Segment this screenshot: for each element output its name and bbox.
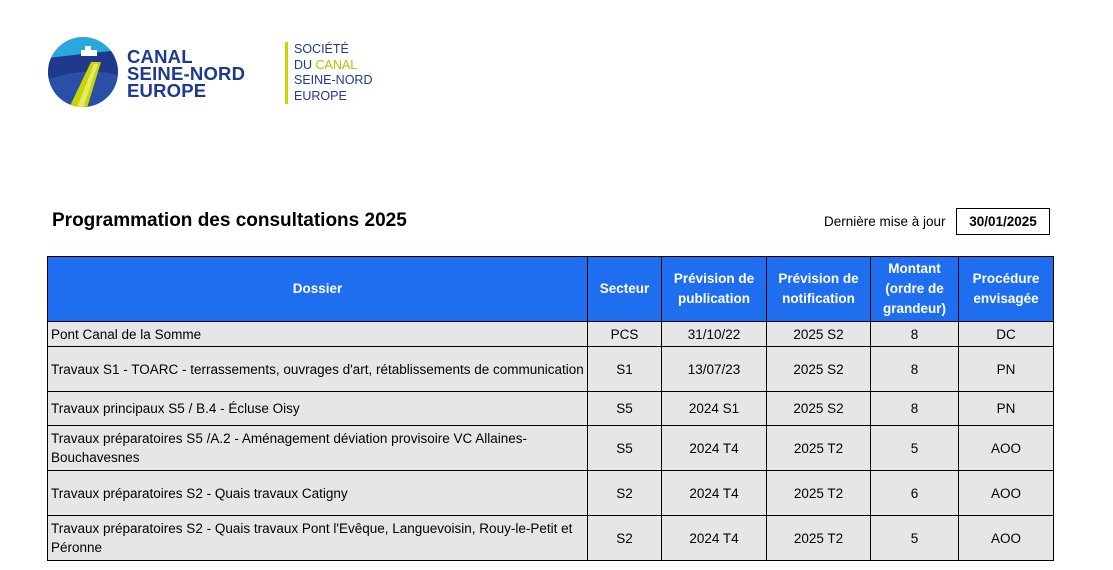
table-row [48, 322, 1054, 347]
consultations-table [47, 256, 1054, 561]
cell-secteur: S5 [588, 392, 662, 426]
cell-dossier: Travaux S1 - TOARC - terrassements, ouvrages d'art, rétablissements de communication [48, 347, 588, 392]
logo-subtitle [294, 42, 372, 104]
table-row [48, 516, 1054, 561]
cell-notification: 2025 S2 [767, 392, 871, 426]
logo-separator [285, 42, 288, 104]
logo-sub-line: EUROPE [294, 88, 347, 103]
cell-publication: 2024 T4 [662, 471, 767, 516]
cell-dossier: Travaux préparatoires S2 - Quais travaux Catigny [48, 471, 588, 516]
cell-notification: 2025 S2 [767, 322, 871, 347]
column-header-prevision-publication: Prévision de publication [662, 257, 767, 322]
cell-dossier: Travaux principaux S5 / B.4 - Écluse Oisy [48, 392, 588, 426]
cell-procedure: PN [959, 347, 1054, 392]
column-header-secteur: Secteur [588, 257, 662, 322]
cell-notification: 2025 T2 [767, 426, 871, 471]
cell-montant: 5 [871, 426, 959, 471]
cell-dossier: Travaux préparatoires S5 /A.2 - Aménagement déviation provisoire VC Allaines-Bouchavesnes [48, 426, 588, 471]
cell-procedure: AOO [959, 471, 1054, 516]
logo-wordmark [127, 48, 245, 99]
cell-publication: 2024 T4 [662, 426, 767, 471]
cell-notification: 2025 T2 [767, 516, 871, 561]
column-header-montant: Montant (ordre de grandeur) [871, 257, 959, 322]
cell-dossier: Pont Canal de la Somme [48, 322, 588, 347]
logo-sub-line: DU CANAL [294, 57, 358, 72]
table-row [48, 426, 1054, 471]
last-update-date: 30/01/2025 [956, 208, 1050, 235]
logo-line-seine-nord: SEINE-NORD [127, 63, 246, 84]
column-header-procedure: Procédure envisagée [959, 257, 1054, 322]
cell-publication: 13/07/23 [662, 347, 767, 392]
logo-sub-line: SEINE-NORD [294, 73, 373, 87]
cell-secteur: S5 [588, 426, 662, 471]
canal-logo-icon [47, 36, 119, 108]
cell-montant: 8 [871, 322, 959, 347]
cell-publication: 2024 S1 [662, 392, 767, 426]
cell-montant: 5 [871, 516, 959, 561]
cell-secteur: S2 [588, 516, 662, 561]
cell-secteur: S1 [588, 347, 662, 392]
logo-line-canal: CANAL [127, 46, 193, 67]
logo-sub-line: SOCIÉTÉ [294, 42, 349, 56]
logo-line-europe: EUROPE [127, 80, 207, 101]
cell-notification: 2025 S2 [767, 347, 871, 392]
cell-procedure: AOO [959, 426, 1054, 471]
table-row [48, 471, 1054, 516]
cell-procedure: AOO [959, 516, 1054, 561]
cell-publication: 31/10/22 [662, 322, 767, 347]
column-header-dossier: Dossier [48, 257, 588, 322]
table-row [48, 392, 1054, 426]
table-row [48, 347, 1054, 392]
cell-publication: 2024 T4 [662, 516, 767, 561]
cell-dossier: Travaux préparatoires S2 - Quais travaux Pont l'Evêque, Languevoisin, Rouy-le-Petit et Péronne [48, 516, 588, 561]
cell-procedure: PN [959, 392, 1054, 426]
cell-notification: 2025 T2 [767, 471, 871, 516]
column-header-prevision-notification: Prévision de notification [767, 257, 871, 322]
last-update-label: Dernière mise à jour [824, 214, 946, 229]
cell-montant: 8 [871, 392, 959, 426]
cell-secteur: S2 [588, 471, 662, 516]
cell-montant: 8 [871, 347, 959, 392]
cell-procedure: DC [959, 322, 1054, 347]
cell-secteur: PCS [588, 322, 662, 347]
cell-montant: 6 [871, 471, 959, 516]
table-header-row [48, 257, 1054, 322]
page-title: Programmation des consultations 2025 [52, 210, 407, 231]
